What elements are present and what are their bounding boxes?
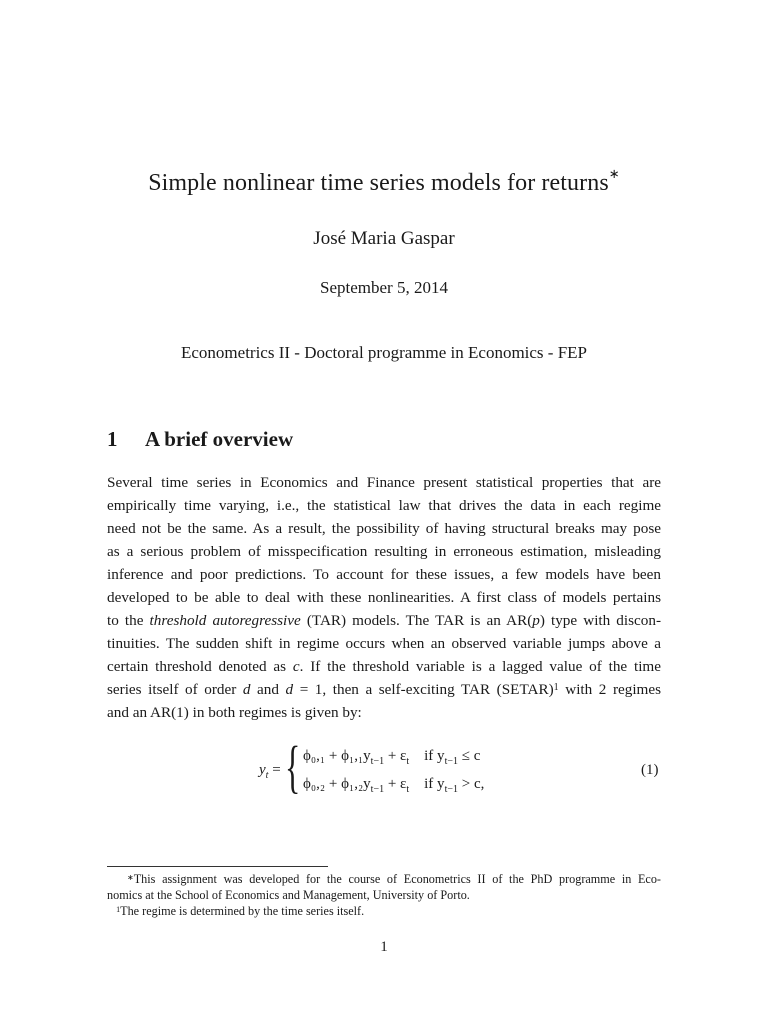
section-title: A brief overview <box>145 427 294 451</box>
footnote-text: This assignment was developed for the course of Econometrics II of the PhD programme in Eco- <box>133 872 661 886</box>
footnote-divider <box>107 866 328 867</box>
course-info: Econometrics II - Doctoral programme in Economics - FEP <box>181 343 587 362</box>
paragraph-line: developed to be able to deal with these nonlinearities. A first class of models pertains <box>107 589 661 607</box>
paragraph-line: and an AR(1) in both regimes is given by: <box>107 704 362 722</box>
paragraph-line <box>107 678 661 701</box>
footnote-text: The regime is determined by the time series itself. <box>120 904 365 918</box>
paragraph-line: empirically time varying, i.e., the statistical law that drives the data in each regime <box>107 497 661 515</box>
case-condition: if y <box>424 776 445 792</box>
footnote-mark: 1 <box>116 905 121 914</box>
case-expression: ϕ₀,₁ + ϕ₁,₁y <box>303 748 371 764</box>
footnote-2 <box>107 903 661 919</box>
footnote-ref[interactable]: 1 <box>553 682 559 694</box>
math-var: d <box>285 681 294 699</box>
case-expression: + ε <box>384 748 407 764</box>
paragraph-line: inference and poor predictions. To account for these issues, a few models have been <box>107 566 661 584</box>
math-subscript: t <box>406 784 410 795</box>
body-paragraph <box>107 471 661 725</box>
case-expression: ϕ₀,₂ + ϕ₁,₂y <box>303 776 371 792</box>
math-subscript: t−1 <box>444 784 458 795</box>
equation-number: (1) <box>641 762 659 778</box>
footnotes <box>107 871 661 919</box>
paragraph-line: need not be the same. As a result, the possibility of having structural breaks may pose <box>107 520 661 538</box>
footnote-mark: ∗ <box>127 873 134 882</box>
math-subscript: t−1 <box>444 756 458 767</box>
text-run: and <box>257 681 279 699</box>
case-condition: ≤ c <box>457 748 481 764</box>
text-run: . If the threshold variable is a lagged value of the time <box>299 658 661 676</box>
case-condition: if y <box>424 748 445 764</box>
title-footnote-mark: ∗ <box>608 166 620 181</box>
section-number: 1 <box>107 427 118 451</box>
math-subscript: t <box>265 770 269 781</box>
equation-block <box>0 734 768 814</box>
math-subscript: t <box>406 756 410 767</box>
paper-title <box>0 166 768 197</box>
text-run: certain threshold denoted as <box>107 658 287 676</box>
text-run: series itself of order <box>107 681 237 699</box>
page-number: 1 <box>380 939 388 955</box>
emphasis-text: threshold autoregressive <box>149 612 301 630</box>
left-brace: { <box>285 734 301 799</box>
equals-sign: = <box>272 762 281 778</box>
math-subscript: t−1 <box>370 756 385 767</box>
math-var: c <box>292 658 300 676</box>
footnote-1 <box>107 871 661 887</box>
paper-date: September 5, 2014 <box>320 278 448 297</box>
author-name: José Maria Gaspar <box>313 228 455 249</box>
text-run: to the <box>107 612 144 630</box>
math-var: y <box>259 762 266 778</box>
text-run: (TAR) models. The TAR is an AR( <box>306 612 533 630</box>
section-heading <box>107 427 293 452</box>
math-var: d <box>242 681 251 699</box>
paragraph-line: Several time series in Economics and Finance present statistical properties that are <box>107 474 661 491</box>
text-run: = 1, then a self-exciting TAR (SETAR) <box>299 681 554 699</box>
paragraph-line: tinuities. The sudden shift in regime occurs when an observed variable jumps above a <box>107 635 661 653</box>
case-condition: > c, <box>457 776 485 792</box>
paragraph-line: as a serious problem of misspecification resulting in erroneous estimation, misleading <box>107 543 661 561</box>
math-var: p <box>532 612 540 630</box>
paragraph-line <box>107 609 661 632</box>
paragraph-line <box>107 655 661 678</box>
footnote-1-cont: nomics at the School of Economics and Management, University of Porto. <box>107 888 470 902</box>
equation-case-1 <box>303 748 480 767</box>
math-subscript: t−1 <box>370 784 385 795</box>
equation-case-2 <box>303 776 484 795</box>
case-expression: + ε <box>384 776 407 792</box>
title-text: Simple nonlinear time series models for returns <box>148 170 609 196</box>
text-run: with 2 regimes <box>565 681 662 699</box>
text-run: ) type with discon- <box>539 612 662 630</box>
equation-lhs <box>259 762 281 781</box>
